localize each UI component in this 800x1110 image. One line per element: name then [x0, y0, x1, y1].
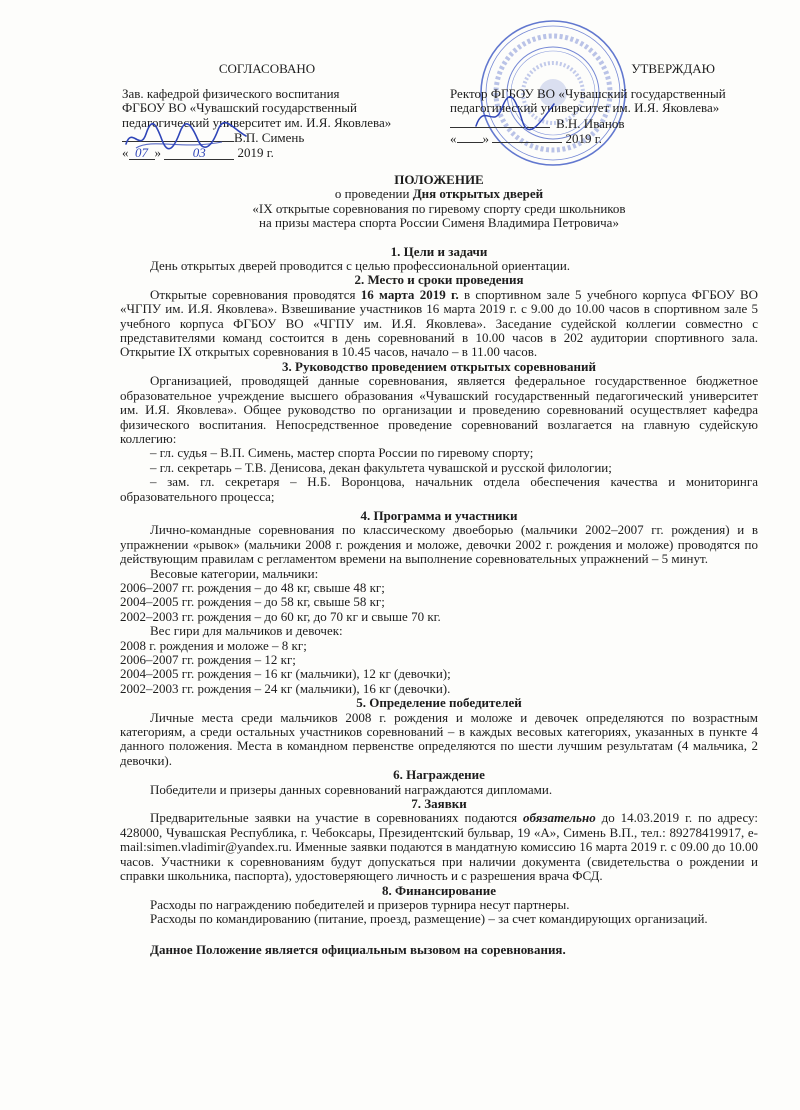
- approval-left-year: 2019 г.: [237, 144, 274, 160]
- section-6-text: Победители и призеры данных соревнований награждаются дипломами.: [150, 781, 553, 797]
- approval-left-name: В.П. Симень: [234, 130, 305, 146]
- section-3-item-1: – гл. судья – В.П. Симень, мастер спорта России по гиревому спорту;: [150, 445, 534, 461]
- section-6-heading: 6. Награждение: [393, 767, 485, 783]
- section-7-heading: 7. Заявки: [411, 796, 467, 812]
- section-2-date-bold: 16 марта 2019 г.: [360, 286, 459, 302]
- section-2-text-c: в спортивном зале 5 учебного корпуса ФГБОУ ВО «ЧГПУ им. И.Я. Яковлева». Взвешивание участников 16 марта 2019 г. с 9.00 до 10.00 часов в спортивном зале 5 учебного корпуса ФГБОУ ВО «ЧГПУ им. И.Я. Яковлева». Заседание судейской коллегии совместно с представителями команд состоится в день соревнований в 10.00 часов в 202 аудитории спортивного зала. Открытие IX открытых соревнования в 10.45 часов, начало – в 11.00 часов.: [120, 286, 758, 360]
- section-1-heading: 1. Цели и задачи: [390, 243, 488, 259]
- section-4-weight-3: 2002–2003 гг. рождения – до 60 кг, до 70 кг и свыше 70 кг.: [120, 608, 441, 624]
- approval-left-day: 07: [129, 146, 155, 160]
- section-4-heading: 4. Программа и участники: [360, 507, 518, 523]
- section-4-kettlebell-1: 2008 г. рождения и моложе – 8 кг;: [120, 637, 307, 653]
- section-3-heading: 3. Руководство проведением открытых соревнований: [282, 358, 596, 374]
- signature-right-scribble: [470, 96, 560, 136]
- date-open-quote: «: [450, 131, 457, 147]
- section-3-text: Организацией, проводящей данные соревнования, является федеральное государственное бюджетное образовательное учреждение высшего образования «Чувашский государственный педагогический университет им. И.Я. Яковлева». Общее руководство по организации и проведению соревнований осуществляет кафедра физического воспитания. Непосредственное проведение соревнований возлагается на главную судейскую коллегию:: [120, 373, 758, 446]
- approval-right-line1: Ректор ФГБОУ ВО «Чувашский государственный: [450, 85, 726, 101]
- document-subtitle-line4: на призы мастера спорта России Сименя Владимира Петровича»: [259, 215, 619, 231]
- section-4-kettlebell-2: 2006–2007 гг. рождения – 12 кг;: [120, 652, 296, 667]
- approval-left-line3: педагогический университет им. И.Я. Яковлева»: [122, 114, 392, 130]
- section-8-text-1: Расходы по награждению победителей и призеров турнира несут партнеры.: [150, 896, 570, 912]
- section-7-text-a: Предварительные заявки на участие в соревнованиях подаются: [150, 810, 524, 826]
- section-7-text-c: до 14.03.2019 г. по адресу: 428000, Чувашская Республика, г. Чебоксары, Президентский бульвар, 19 «А», Симень В.П., тел.: 89278419917, e-mail:simen.vladimir@yandex.ru. Именные заявки подаются в мандатную комиссию 16 марта 2019 г. с 09.00 до 10.00 часов. Участники к соревнованиям будут допускаться при наличии документа (свидетельства о рождении и справки школьника, паспорта), удостоверяющего личность и с разрешения врача ФСД.: [120, 810, 758, 884]
- section-1-text: День открытых дверей проводится с целью профессиональной ориентации.: [150, 258, 571, 274]
- date-close-quote: »: [482, 131, 489, 147]
- approval-left-line2: ФГБОУ ВО «Чувашский государственный: [122, 100, 357, 116]
- section-3-item-3: – зам. гл. секретаря – Н.Б. Воронцова, начальник отдела обеспечения качества и мониторинга образовательного процесса;: [120, 474, 758, 504]
- document-title-block: [120, 173, 758, 231]
- section-7-emphasis: обязательно: [523, 810, 596, 826]
- approval-right-name: В.Н. Иванов: [556, 115, 625, 131]
- document-subtitle-line3: «IX открытые соревнования по гиревому спорту среди школьников: [252, 200, 626, 216]
- approval-right-line2: педагогический университет им. И.Я. Яковлева»: [450, 100, 720, 116]
- section-5-text: Личные места среди мальчиков 2008 г. рождения и моложе и девочек определяются по возрастным категориям, а среди остальных участников соревнований – в каждых весовых категориях, указанных в пункте 4 данного положения. Места в командном первенстве определяются по шести лучшим результатам (4 мальчика, 2 девочки).: [120, 709, 758, 768]
- section-4-text: Лично-командные соревнования по классическому двоеборью (мальчики 2002–2007 гг. рождения) и в упражнении «рывок» (мальчики 2008 г. рождения и моложе, девочки 2002 г. рождения и моложе) проводятся по действующим правилам с регламентом времени на выполнение соревновательных упражнений – 5 минут.: [120, 522, 758, 567]
- approval-left-title: СОГЛАСОВАНО: [218, 61, 316, 76]
- section-8-text-2: Расходы по командированию (питание, проезд, размещение) – за счет командирующих организаций.: [150, 911, 708, 927]
- section-8-heading: 8. Финансирование: [381, 882, 497, 898]
- signature-left-scribble: [122, 118, 252, 158]
- document-body: [120, 173, 758, 957]
- section-4-weights-title: Весовые категории, мальчики:: [150, 565, 319, 581]
- subtitle-prefix: о проведении: [334, 186, 413, 202]
- section-3-item-2: – гл. секретарь – Т.В. Денисова, декан факультета чувашской и русской филологии;: [150, 459, 612, 475]
- approval-left-month: 03: [164, 146, 234, 160]
- section-4-kettlebell-title: Вес гири для мальчиков и девочек:: [150, 623, 343, 639]
- official-call-statement: Данное Положение является официальным вызовом на соревнования.: [150, 941, 566, 957]
- date-close-quote: »: [154, 144, 161, 160]
- section-5-heading: 5. Определение победителей: [356, 695, 522, 711]
- document-title: ПОЛОЖЕНИЕ: [394, 172, 484, 187]
- section-2-heading: 2. Место и сроки проведения: [354, 272, 524, 288]
- document-subtitle: [120, 187, 758, 201]
- approval-right-year: 2019 г.: [565, 131, 602, 147]
- section-4-kettlebell-3: 2004–2005 гг. рождения – 16 кг (мальчики), 12 кг (девочки);: [120, 666, 451, 682]
- section-4-weight-1: 2006–2007 гг. рождения – до 48 кг, свыше 48 кг;: [120, 579, 385, 595]
- section-7-text: [120, 811, 758, 883]
- approval-right-title: УТВЕРЖДАЮ: [631, 61, 715, 76]
- section-4-weight-2: 2004–2005 гг. рождения – до 58 кг, свыше 58 кг;: [120, 594, 385, 610]
- section-2-text-a: Открытые соревнования проводятся: [150, 286, 361, 302]
- section-2-text: [120, 288, 758, 360]
- date-open-quote: «: [122, 144, 129, 160]
- section-4-kettlebell-4: 2002–2003 гг. рождения – 24 кг (мальчики), 16 кг (девочки).: [120, 680, 451, 696]
- approval-left-line1: Зав. кафедрой физического воспитания: [122, 85, 340, 101]
- subtitle-event-name: Дня открытых дверей: [412, 186, 544, 202]
